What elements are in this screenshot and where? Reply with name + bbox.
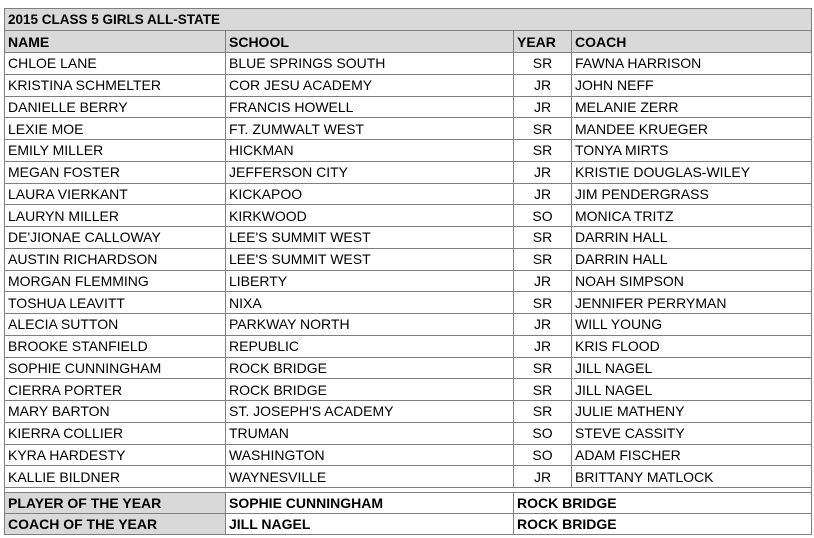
cell-name: TOSHUA LEAVITT (5, 292, 226, 314)
cell-year: JR (514, 183, 572, 205)
cell-school: PARKWAY NORTH (226, 314, 514, 336)
cell-name: CIERRA PORTER (5, 379, 226, 401)
cell-school: FRANCIS HOWELL (226, 96, 514, 118)
cell-year: SR (514, 401, 572, 423)
cell-coach: JENNIFER PERRYMAN (572, 292, 812, 314)
cell-name: AUSTIN RICHARDSON (5, 248, 226, 270)
cell-name: MARY BARTON (5, 401, 226, 423)
cell-school: KICKAPOO (226, 183, 514, 205)
table-row (5, 74, 812, 96)
award-school: ROCK BRIDGE (514, 514, 812, 535)
cell-coach: MELANIE ZERR (572, 96, 812, 118)
cell-coach: WILL YOUNG (572, 314, 812, 336)
award-label: COACH OF THE YEAR (5, 514, 226, 535)
table-row (5, 314, 812, 336)
cell-school: HICKMAN (226, 140, 514, 162)
cell-school: LIBERTY (226, 270, 514, 292)
cell-year: JR (514, 314, 572, 336)
cell-name: ALECIA SUTTON (5, 314, 226, 336)
table-row (5, 357, 812, 379)
award-person: JILL NAGEL (226, 514, 514, 535)
title-row (5, 9, 812, 31)
cell-coach: JIM PENDERGRASS (572, 183, 812, 205)
cell-year: SR (514, 118, 572, 140)
header-coach: COACH (572, 31, 812, 53)
cell-school: ROCK BRIDGE (226, 357, 514, 379)
header-year: YEAR (514, 31, 572, 53)
sheet-title: 2015 CLASS 5 GIRLS ALL-STATE (5, 9, 812, 31)
cell-year: SO (514, 422, 572, 444)
cell-name: SOPHIE CUNNINGHAM (5, 357, 226, 379)
cell-school: KIRKWOOD (226, 205, 514, 227)
award-person: SOPHIE CUNNINGHAM (226, 493, 514, 514)
cell-name: KALLIE BILDNER (5, 466, 226, 488)
cell-year: JR (514, 466, 572, 488)
cell-name: LEXIE MOE (5, 118, 226, 140)
cell-coach: ADAM FISCHER (572, 444, 812, 466)
cell-name: MORGAN FLEMMING (5, 270, 226, 292)
table-row (5, 205, 812, 227)
cell-year: SR (514, 248, 572, 270)
table-row (5, 466, 812, 488)
cell-year: SR (514, 140, 572, 162)
cell-name: LAURA VIERKANT (5, 183, 226, 205)
cell-name: DANIELLE BERRY (5, 96, 226, 118)
cell-school: LEE'S SUMMIT WEST (226, 227, 514, 249)
table-row (5, 444, 812, 466)
cell-year: JR (514, 335, 572, 357)
cell-coach: JULIE MATHENY (572, 401, 812, 423)
cell-year: SR (514, 357, 572, 379)
award-label: PLAYER OF THE YEAR (5, 493, 226, 514)
cell-school: LEE'S SUMMIT WEST (226, 248, 514, 270)
award-row (5, 514, 812, 535)
cell-coach: KRIS FLOOD (572, 335, 812, 357)
cell-coach: DARRIN HALL (572, 227, 812, 249)
cell-school: JEFFERSON CITY (226, 161, 514, 183)
header-name: NAME (5, 31, 226, 53)
award-school: ROCK BRIDGE (514, 493, 812, 514)
cell-school: TRUMAN (226, 422, 514, 444)
cell-name: KRISTINA SCHMELTER (5, 74, 226, 96)
cell-coach: FAWNA HARRISON (572, 53, 812, 75)
cell-school: NIXA (226, 292, 514, 314)
award-row (5, 493, 812, 514)
cell-coach: JILL NAGEL (572, 357, 812, 379)
cell-school: BLUE SPRINGS SOUTH (226, 53, 514, 75)
cell-year: SR (514, 227, 572, 249)
cell-name: CHLOE LANE (5, 53, 226, 75)
cell-coach: MANDEE KRUEGER (572, 118, 812, 140)
cell-name: BROOKE STANFIELD (5, 335, 226, 357)
cell-coach: DARRIN HALL (572, 248, 812, 270)
cell-year: SO (514, 444, 572, 466)
cell-coach: BRITTANY MATLOCK (572, 466, 812, 488)
cell-coach: TONYA MIRTS (572, 140, 812, 162)
all-state-sheet (4, 8, 811, 535)
cell-name: KYRA HARDESTY (5, 444, 226, 466)
table-row (5, 248, 812, 270)
cell-year: SO (514, 205, 572, 227)
table-row (5, 53, 812, 75)
cell-school: COR JESU ACADEMY (226, 74, 514, 96)
table-row (5, 335, 812, 357)
cell-year: SR (514, 53, 572, 75)
table-row (5, 292, 812, 314)
cell-name: EMILY MILLER (5, 140, 226, 162)
table-row (5, 161, 812, 183)
cell-school: REPUBLIC (226, 335, 514, 357)
table-row (5, 227, 812, 249)
cell-coach: NOAH SIMPSON (572, 270, 812, 292)
table-row (5, 96, 812, 118)
cell-school: ST. JOSEPH'S ACADEMY (226, 401, 514, 423)
cell-school: WASHINGTON (226, 444, 514, 466)
cell-coach: MONICA TRITZ (572, 205, 812, 227)
cell-name: DE'JIONAE CALLOWAY (5, 227, 226, 249)
cell-year: JR (514, 74, 572, 96)
cell-coach: KRISTIE DOUGLAS-WILEY (572, 161, 812, 183)
cell-year: SR (514, 379, 572, 401)
table-row (5, 379, 812, 401)
cell-school: ROCK BRIDGE (226, 379, 514, 401)
cell-name: LAURYN MILLER (5, 205, 226, 227)
cell-coach: JOHN NEFF (572, 74, 812, 96)
cell-school: WAYNESVILLE (226, 466, 514, 488)
table-row (5, 401, 812, 423)
table-row (5, 422, 812, 444)
table-row (5, 183, 812, 205)
all-state-table (4, 8, 812, 535)
cell-coach: JILL NAGEL (572, 379, 812, 401)
table-row (5, 270, 812, 292)
cell-year: JR (514, 96, 572, 118)
cell-name: KIERRA COLLIER (5, 422, 226, 444)
table-row (5, 140, 812, 162)
table-row (5, 118, 812, 140)
cell-year: SR (514, 292, 572, 314)
cell-name: MEGAN FOSTER (5, 161, 226, 183)
cell-year: JR (514, 161, 572, 183)
cell-school: FT. ZUMWALT WEST (226, 118, 514, 140)
header-row (5, 31, 812, 53)
cell-coach: STEVE CASSITY (572, 422, 812, 444)
cell-year: JR (514, 270, 572, 292)
header-school: SCHOOL (226, 31, 514, 53)
